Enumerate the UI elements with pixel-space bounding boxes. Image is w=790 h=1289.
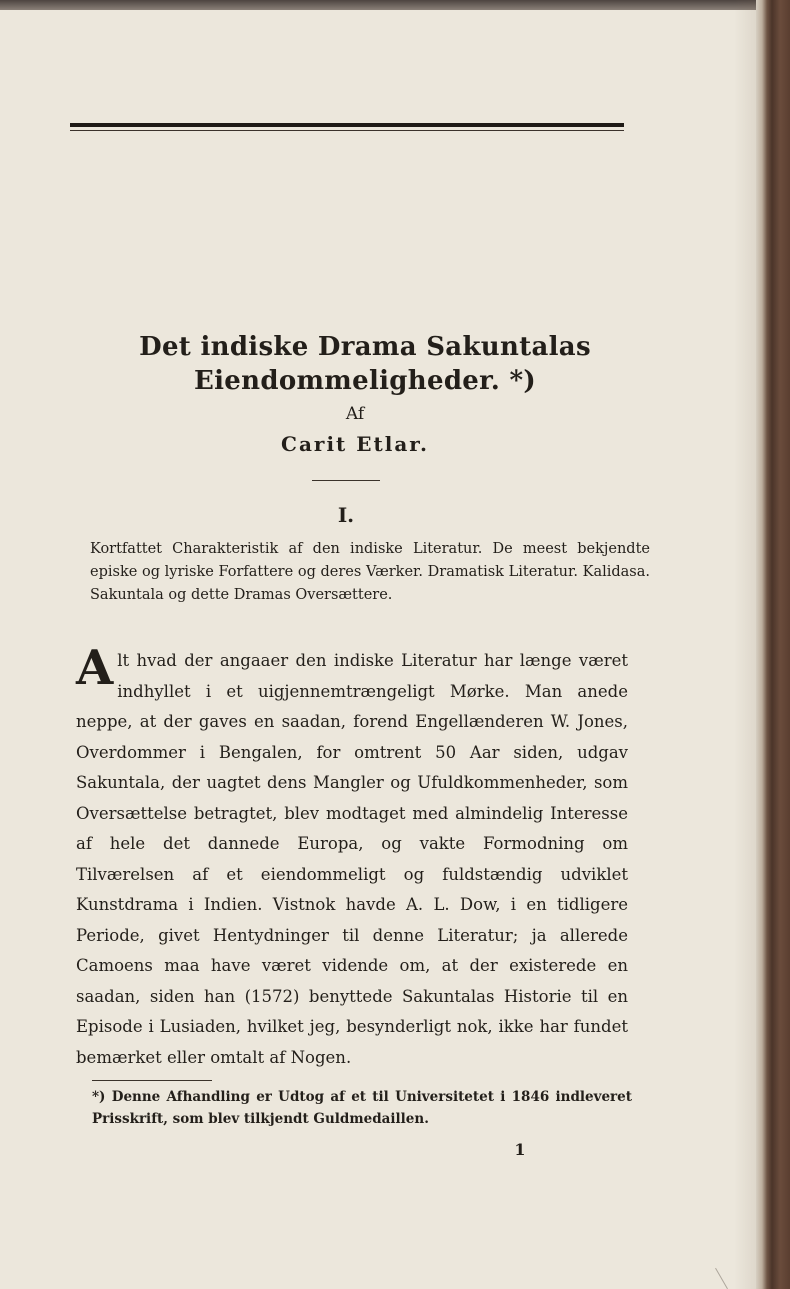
chapter-number: I.	[337, 503, 355, 527]
scan-top-edge	[0, 0, 790, 10]
page-number: 1	[514, 1140, 526, 1159]
byline: Af	[345, 404, 365, 424]
book-cover-edge	[756, 0, 790, 1289]
chapter-summary: Kortfattet Charakteristik af den indiske Literatur. De meest bekjendte episke og lyriske Forfattere og deres Værker. Dramatisk Literatur. Kalidasa. Sakuntala og dette Dramas Oversættere.	[90, 541, 650, 603]
author-name: Carit Etlar.	[281, 432, 429, 456]
footnote-rule	[92, 1080, 212, 1081]
drop-cap: A	[76, 640, 114, 696]
header-rule-thin	[70, 130, 624, 131]
page-fold-shadow	[734, 0, 756, 1289]
body-text: lt hvad der angaaer den indiske Literatur har længe været indhyllet i et uigjennemtrængeligt Mørke. Man anede neppe, at der gaves en saadan, forend Engellænderen W. Jones, Overdommer i Bengalen, for omtrent 50 Aar siden, udgav Sakuntala, der uagtet dens Mangler og Ufuldkommenheder, som Oversættelse betragtet, blev modtaget med almindelig Interesse af hele det dannede Europa, og vakte Formodning om Tilværelsen af et eiendommeligt og fuldstændig udviklet Kunstdrama i Indien. Vistnok havde A. L. Dow, i en tidligere Periode, givet Hentydninger til denne Literatur; ja allerede Camoens maa have været vidende om, at der existerede en saadan, siden han (1572) benyttede Sakuntalas Historie til en Episode i Lusiaden, hvilket jeg, besynderligt nok, ikke har fundet bemærket eller omtalt af Nogen.	[76, 651, 628, 1067]
header-rule-thick	[70, 123, 624, 127]
article-title: Det indiske Drama Sakuntalas Eiendommeligheder. *)	[139, 332, 591, 396]
body-paragraph	[76, 640, 628, 1073]
footnote: *) Denne Afhandling er Udtog af et til Universitetet i 1846 indleveret Prisskrift, som blev tilkjendt Guldmedaillen.	[92, 1089, 632, 1127]
section-divider	[312, 480, 380, 481]
